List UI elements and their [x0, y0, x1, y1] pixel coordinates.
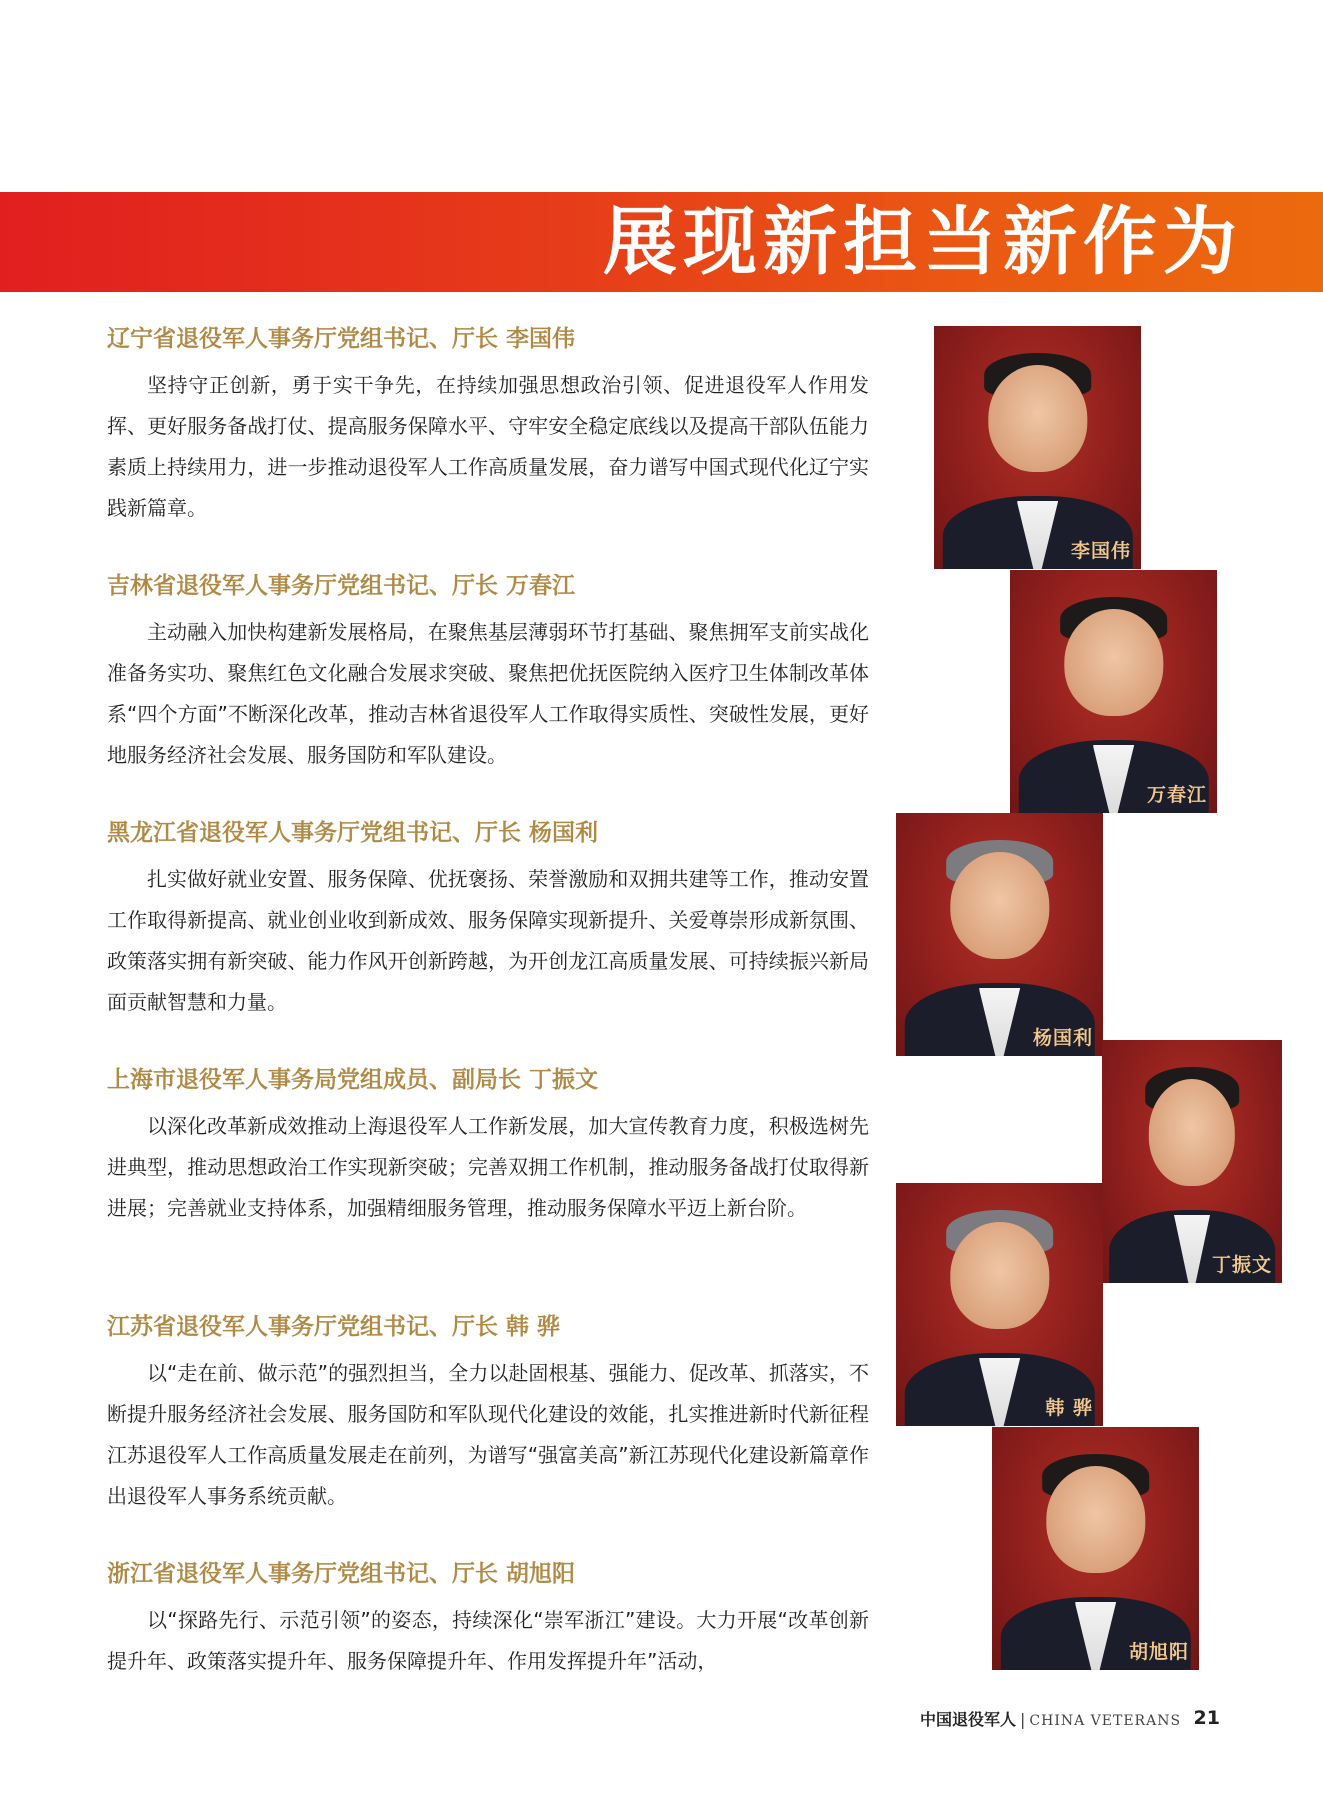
entry-liaoning — [107, 323, 869, 529]
photo-caption: 丁振文 — [1211, 1254, 1272, 1276]
photo-caption: 李国伟 — [1070, 540, 1131, 562]
portrait-face — [1149, 1079, 1235, 1186]
photo-caption: 杨国利 — [1032, 1027, 1093, 1049]
entry-body: 以“探路先行、示范引领”的姿态，持续深化“崇军浙江”建设。大力开展“改革创新提升年、政策落实提升年、服务保障提升年、作用发挥提升年”活动， — [107, 1608, 869, 1673]
portrait-photo — [1102, 1040, 1282, 1283]
magazine-name: 中国退役军人 — [920, 1710, 1017, 1729]
entry-shanghai — [107, 1064, 869, 1229]
footer-separator: | — [1020, 1710, 1026, 1729]
entry-heilongjiang — [107, 817, 869, 1023]
portrait-face — [950, 1222, 1049, 1329]
photo-caption: 胡旭阳 — [1128, 1641, 1189, 1663]
page-title: 展现新担当新作为 — [603, 199, 1243, 285]
entry-heading: 黑龙江省退役军人事务厅党组书记、厅长 杨国利 — [107, 819, 599, 846]
magazine-english-name: CHINA VETERANS — [1029, 1713, 1182, 1729]
photo-caption: 万春江 — [1146, 784, 1207, 806]
entry-body: 以深化改革新成效推动上海退役军人工作新发展，加大宣传教育力度，积极选树先进典型，推动思想政治工作实现新突破；完善双拥工作机制，推动服务备战打仗取得新进展；完善就业支持体系，加强精细服务管理，推动服务保障水平迈上新台阶。 — [107, 1114, 869, 1220]
entry-jilin — [107, 570, 869, 776]
portrait-face — [950, 852, 1049, 959]
portrait-photo — [992, 1427, 1199, 1670]
entry-heading: 辽宁省退役军人事务厅党组书记、厅长 李国伟 — [107, 325, 576, 352]
portrait-face — [1046, 1466, 1145, 1573]
title-banner — [0, 192, 1323, 292]
entry-heading: 上海市退役军人事务局党组成员、副局长 丁振文 — [107, 1066, 599, 1093]
entry-body: 主动融入加快构建新发展格局，在聚焦基层薄弱环节打基础、聚焦拥军支前实战化准备务实功、聚焦红色文化融合发展求突破、聚焦把优抚医院纳入医疗卫生体制改革体系“四个方面”不断深化改革，推动吉林省退役军人工作取得实质性、突破性发展，更好地服务经济社会发展、服务国防和军队建设。 — [107, 620, 869, 767]
entry-heading: 江苏省退役军人事务厅党组书记、厅长 韩 骅 — [107, 1313, 561, 1340]
entry-zhejiang — [107, 1558, 869, 1682]
portrait-face — [1064, 609, 1163, 716]
entry-heading: 吉林省退役军人事务厅党组书记、厅长 万春江 — [107, 572, 576, 599]
portrait-photo — [896, 813, 1103, 1056]
photo-caption: 韩 骅 — [1045, 1397, 1093, 1419]
page-footer — [920, 1707, 1260, 1733]
entry-body: 以“走在前、做示范”的强烈担当，全力以赴固根基、强能力、促改革、抓落实，不断提升服务经济社会发展、服务国防和军队现代化建设的效能，扎实推进新时代新征程江苏退役军人工作高质量发展走在前列，为谱写“强富美高”新江苏现代化建设新篇章作出退役军人事务系统贡献。 — [107, 1361, 869, 1508]
entry-jiangsu — [107, 1311, 869, 1517]
entry-body: 坚持守正创新，勇于实干争先，在持续加强思想政治引领、促进退役军人作用发挥、更好服务备战打仗、提高服务保障水平、守牢安全稳定底线以及提高干部队伍能力素质上持续用力，进一步推动退役军人工作高质量发展，奋力谱写中国式现代化辽宁实践新篇章。 — [107, 373, 869, 520]
portrait-photo — [1010, 570, 1217, 813]
entry-body: 扎实做好就业安置、服务保障、优抚褒扬、荣誉激励和双拥共建等工作，推动安置工作取得新提高、就业创业收到新成效、服务保障实现新提升、关爱尊崇形成新氛围、政策落实拥有新突破、能力作风开创新跨越，为开创龙江高质量发展、可持续振兴新局面贡献智慧和力量。 — [107, 867, 869, 1014]
entry-heading: 浙江省退役军人事务厅党组书记、厅长 胡旭阳 — [107, 1560, 576, 1587]
portrait-photo — [934, 326, 1141, 569]
page-number: 21 — [1193, 1707, 1220, 1729]
portrait-photo — [896, 1183, 1103, 1426]
portrait-face — [988, 365, 1087, 472]
